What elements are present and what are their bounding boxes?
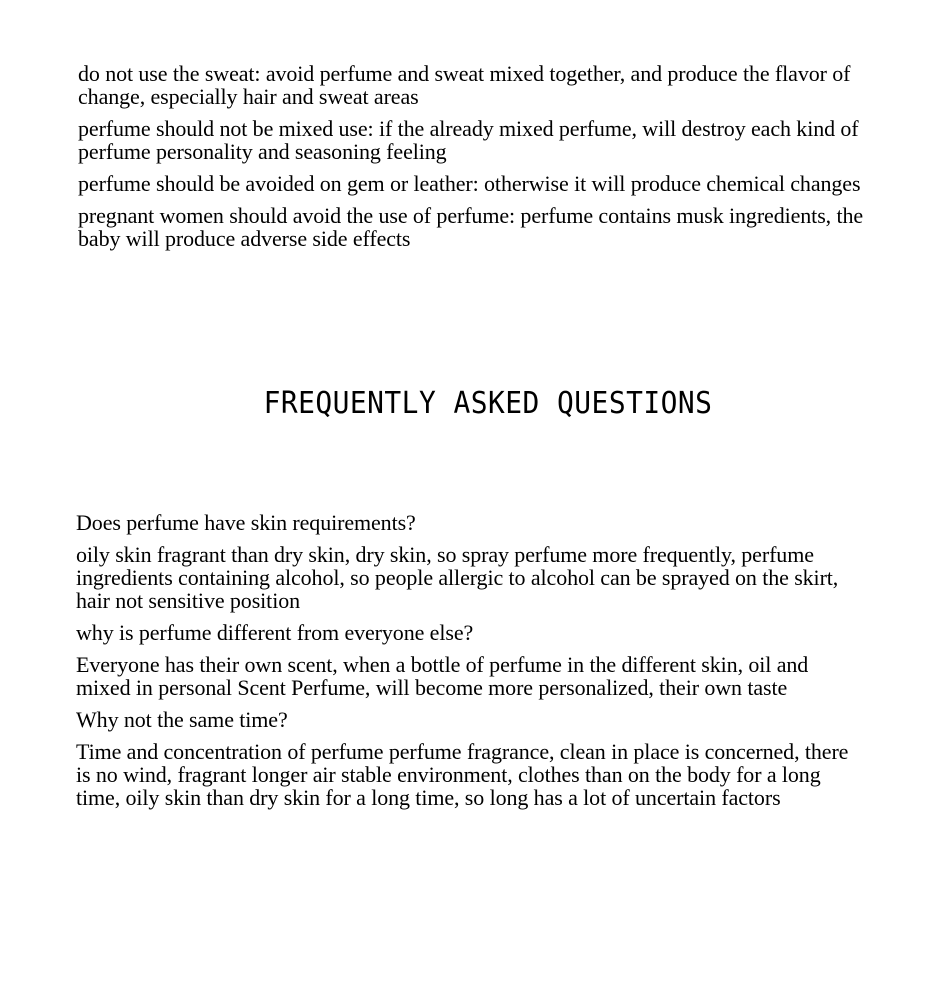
tip-sweat: do not use the sweat: avoid perfume and sweat mixed together, and produce the flavor of change, especially hair and sweat areas <box>78 61 851 109</box>
faq-question: why is perfume different from everyone else? <box>76 620 474 645</box>
tip-mixing: perfume should not be mixed use: if the already mixed perfume, will destroy each kind of perfume personality and seasoning feeling <box>78 116 859 164</box>
tip-pregnancy: pregnant women should avoid the use of perfume: perfume contains musk ingredients, the baby will produce adverse side effects <box>78 203 864 251</box>
usage-tips <box>78 62 868 259</box>
tip-gem-leather: perfume should be avoided on gem or leather: otherwise it will produce chemical changes <box>78 171 861 196</box>
faq-question: Why not the same time? <box>76 707 288 732</box>
faq-answer: oily skin fragrant than dry skin, dry skin, so spray perfume more frequently, perfume ingredients containing alcohol, so people allergic to alcohol can be sprayed on the skirt, hair not sensitive position <box>76 542 839 613</box>
faq-answer: Time and concentration of perfume perfume fragrance, clean in place is concerned, there is no wind, fragrant longer air stable environment, clothes than on the body for a long time, oily skin than dry skin for a long time, so long has a lot of uncertain factors <box>76 739 849 810</box>
faq-list <box>76 511 866 818</box>
faq-answer: Everyone has their own scent, when a bottle of perfume in the different skin, oil and mixed in personal Scent Perfume, will become more personalized, their own taste <box>76 652 809 700</box>
faq-heading: FREQUENTLY ASKED QUESTIONS <box>263 386 713 421</box>
faq-question: Does perfume have skin requirements? <box>76 510 416 535</box>
